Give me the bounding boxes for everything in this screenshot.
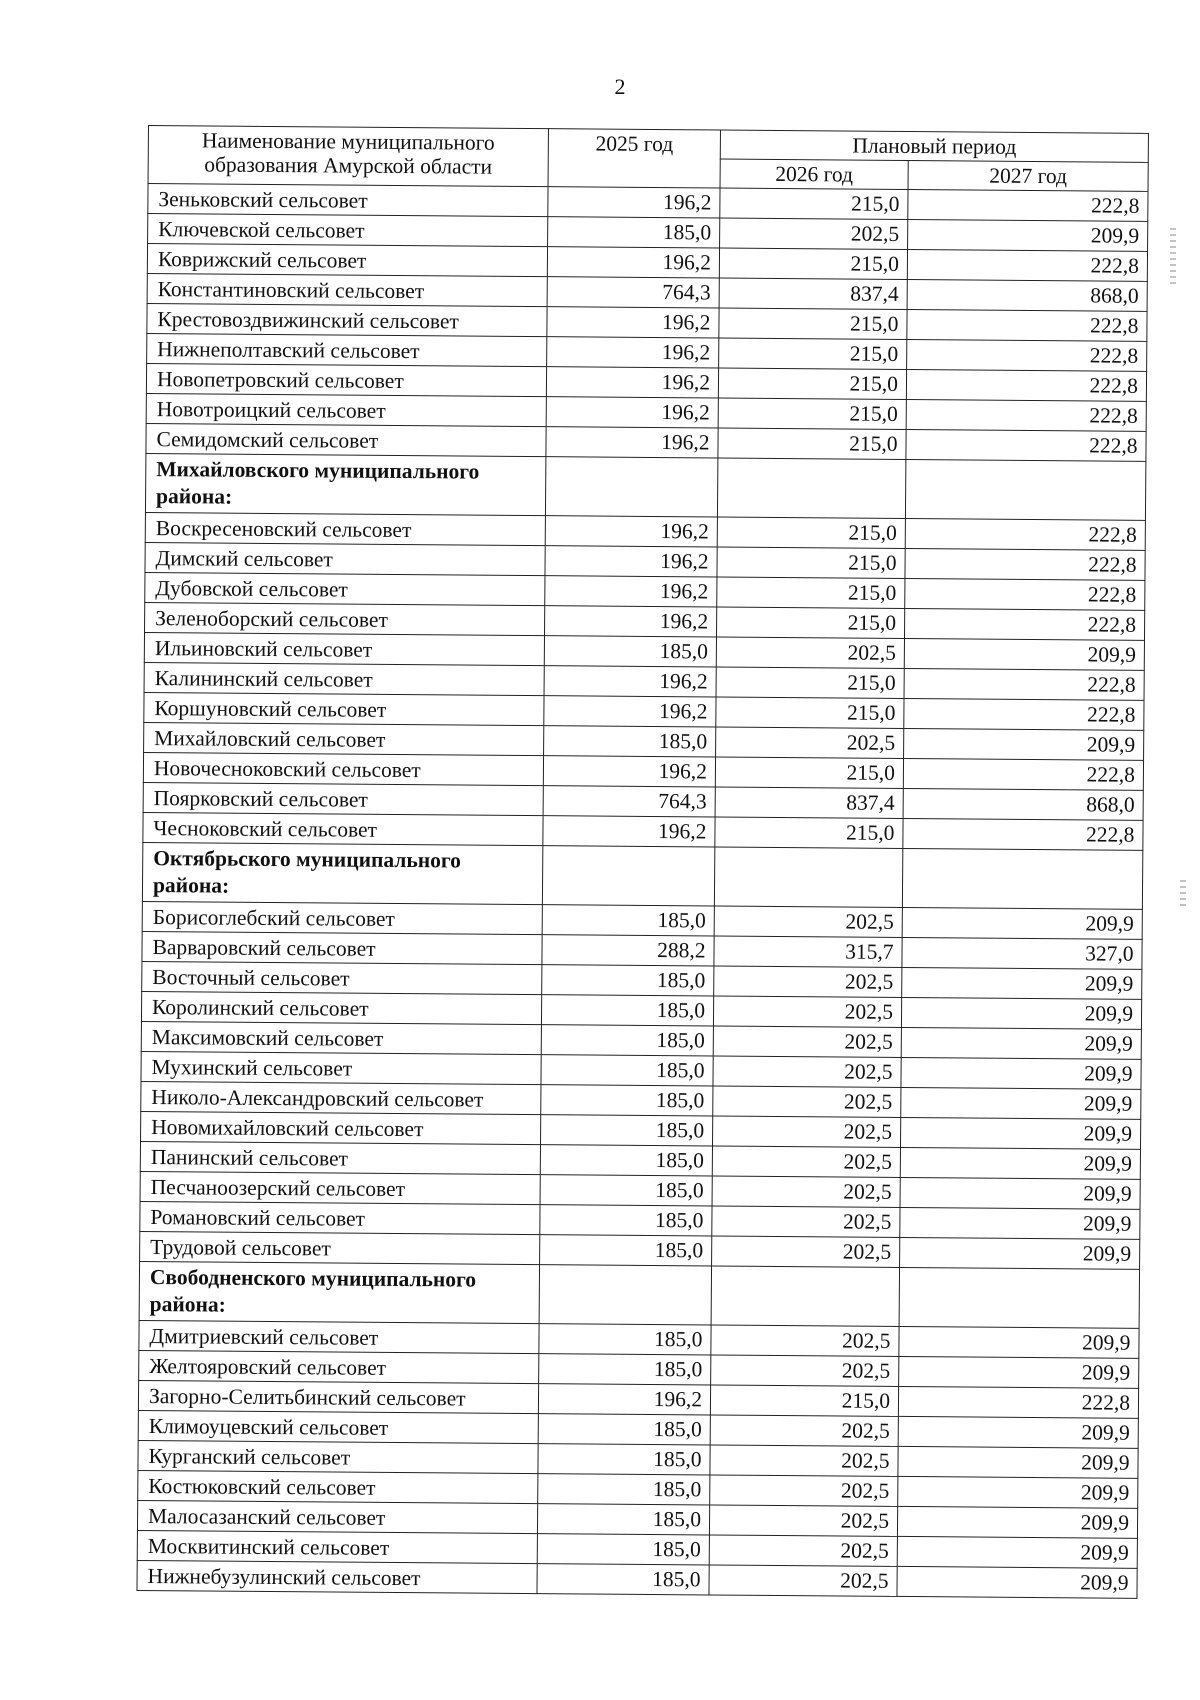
value-2027-cell: 209,9 — [902, 907, 1142, 939]
value-2027-cell: 209,9 — [904, 638, 1144, 670]
municipality-name-cell: Крестовоздвижинский сельсовет — [147, 303, 547, 336]
value-2027-cell: 222,8 — [903, 758, 1143, 790]
value-2025-cell: 196,2 — [545, 546, 717, 577]
municipality-name-cell: Дмитриевский сельсовет — [139, 1320, 539, 1353]
value-2026-cell: 215,0 — [720, 188, 908, 219]
value-2025-cell: 185,0 — [537, 1534, 709, 1565]
value-2026-cell: 215,0 — [717, 517, 905, 548]
municipality-name-cell: Чесноковский сельсовет — [143, 812, 543, 845]
value-2027-cell: 222,8 — [908, 189, 1148, 221]
value-2027-cell: 222,8 — [904, 608, 1144, 640]
value-2025-cell — [542, 846, 714, 906]
value-2027-cell: 209,9 — [897, 1536, 1137, 1568]
value-2025-cell: 185,0 — [537, 1504, 709, 1535]
value-2025-cell: 185,0 — [539, 1324, 711, 1355]
value-2026-cell — [714, 847, 902, 907]
value-2026-cell: 202,5 — [712, 1236, 900, 1267]
value-2027-cell: 222,8 — [906, 369, 1146, 401]
municipality-name-cell: Мухинский сельсовет — [141, 1051, 541, 1084]
value-2027-cell: 209,9 — [901, 997, 1141, 1029]
value-2027-cell: 222,8 — [907, 309, 1147, 341]
value-2026-cell: 202,5 — [712, 1116, 900, 1147]
value-2027-cell: 327,0 — [902, 937, 1142, 969]
value-2026-cell — [717, 458, 905, 518]
scan-artifact — [1170, 228, 1176, 288]
value-2026-cell: 202,5 — [712, 1146, 900, 1177]
value-2027-cell: 209,9 — [900, 1147, 1140, 1179]
municipality-name-cell: Михайловского муниципального района: — [145, 453, 545, 515]
value-2027-cell: 222,8 — [898, 1386, 1138, 1418]
value-2025-cell — [539, 1265, 711, 1325]
value-2026-cell: 202,5 — [710, 1415, 898, 1446]
header-planned-period: Плановый период — [720, 130, 1148, 162]
municipality-name-cell: Загорно-Селитьбинский сельсовет — [138, 1380, 538, 1413]
value-2027-cell: 222,8 — [906, 429, 1146, 461]
municipality-name-cell: Климоуцевский сельсовет — [138, 1410, 538, 1443]
municipality-name-cell: Восточный сельсовет — [142, 961, 542, 994]
value-2026-cell: 215,0 — [710, 1385, 898, 1416]
value-2027-cell: 222,8 — [903, 818, 1143, 850]
municipality-name-cell: Желтояровский сельсовет — [139, 1350, 539, 1383]
value-2027-cell — [902, 848, 1142, 909]
value-2025-cell: 764,3 — [543, 786, 715, 817]
municipality-name-cell: Михайловский сельсовет — [144, 722, 544, 755]
value-2027-cell: 209,9 — [900, 1117, 1140, 1149]
value-2026-cell: 837,4 — [719, 278, 907, 309]
municipality-name-cell: Дубовской сельсовет — [145, 572, 545, 605]
municipality-name-cell: Семидомский сельсовет — [146, 423, 546, 456]
value-2026-cell: 215,0 — [716, 607, 904, 638]
municipality-name-cell: Поярковский сельсовет — [143, 782, 543, 815]
value-2026-cell: 215,0 — [719, 248, 907, 279]
municipality-name-cell: Димский сельсовет — [145, 542, 545, 575]
value-2025-cell: 196,2 — [543, 756, 715, 787]
value-2027-cell: 868,0 — [903, 788, 1143, 820]
value-2026-cell: 202,5 — [714, 966, 902, 997]
value-2025-cell: 185,0 — [538, 1474, 710, 1505]
municipality-name-cell: Варваровский сельсовет — [142, 931, 542, 964]
municipality-name-cell: Нижнеполтавский сельсовет — [147, 333, 547, 366]
value-2026-cell: 202,5 — [710, 1445, 898, 1476]
value-2026-cell: 202,5 — [713, 996, 901, 1027]
scan-artifact — [1180, 880, 1186, 908]
value-2027-cell: 222,8 — [905, 518, 1145, 550]
page-number: 2 — [614, 74, 626, 99]
value-2025-cell: 196,2 — [538, 1384, 710, 1415]
value-2027-cell: 209,9 — [898, 1446, 1138, 1478]
value-2025-cell: 185,0 — [541, 1025, 713, 1056]
value-2025-cell: 196,2 — [546, 367, 718, 398]
value-2025-cell: 196,2 — [547, 337, 719, 368]
value-2025-cell: 196,2 — [545, 606, 717, 637]
value-2027-cell: 209,9 — [901, 1057, 1141, 1089]
value-2026-cell: 202,5 — [713, 1026, 901, 1057]
value-2025-cell: 196,2 — [548, 187, 720, 218]
value-2025-cell: 185,0 — [542, 905, 714, 936]
value-2025-cell: 185,0 — [542, 965, 714, 996]
value-2025-cell: 185,0 — [544, 636, 716, 667]
value-2027-cell: 222,8 — [904, 698, 1144, 730]
value-2027-cell: 209,9 — [899, 1356, 1139, 1388]
value-2027-cell: 222,8 — [907, 249, 1147, 281]
municipality-name-cell: Максимовский сельсовет — [141, 1021, 541, 1054]
value-2025-cell: 196,2 — [545, 516, 717, 547]
value-2027-cell: 209,9 — [901, 1087, 1141, 1119]
municipality-name-cell: Новопетровский сельсовет — [146, 363, 546, 396]
value-2026-cell: 202,5 — [716, 637, 904, 668]
value-2027-cell: 222,8 — [905, 548, 1145, 580]
value-2025-cell: 185,0 — [548, 217, 720, 248]
value-2025-cell: 185,0 — [540, 1145, 712, 1176]
value-2025-cell: 185,0 — [541, 995, 713, 1026]
value-2027-cell — [905, 459, 1145, 520]
value-2026-cell: 215,0 — [717, 547, 905, 578]
value-2026-cell: 202,5 — [714, 906, 902, 937]
value-2026-cell: 202,5 — [709, 1535, 897, 1566]
municipality-name-cell: Нижнебузулинский сельсовет — [137, 1560, 537, 1593]
value-2027-cell: 209,9 — [897, 1506, 1137, 1538]
value-2027-cell: 209,9 — [900, 1207, 1140, 1239]
value-2026-cell: 215,0 — [715, 757, 903, 788]
header-municipality-name: Наименование муниципального образования Амурской области — [148, 126, 548, 187]
municipality-name-cell: Королинский сельсовет — [141, 991, 541, 1024]
value-2025-cell: 185,0 — [540, 1175, 712, 1206]
value-2025-cell: 185,0 — [538, 1444, 710, 1475]
value-2026-cell: 202,5 — [713, 1086, 901, 1117]
value-2026-cell — [711, 1266, 899, 1326]
value-2026-cell: 837,4 — [715, 787, 903, 818]
value-2027-cell: 209,9 — [901, 1027, 1141, 1059]
header-year-2026: 2026 год — [720, 159, 908, 189]
municipality-name-cell: Новотроицкий сельсовет — [146, 393, 546, 426]
municipality-name-cell: Москвитинский сельсовет — [137, 1530, 537, 1563]
value-2027-cell: 209,9 — [900, 1237, 1140, 1269]
value-2026-cell: 202,5 — [720, 218, 908, 249]
value-2026-cell: 215,0 — [718, 398, 906, 429]
value-2026-cell: 202,5 — [710, 1475, 898, 1506]
value-2026-cell: 215,0 — [717, 577, 905, 608]
value-2026-cell: 202,5 — [712, 1206, 900, 1237]
municipality-name-cell: Ильиновский сельсовет — [144, 632, 544, 665]
value-2025-cell: 196,2 — [547, 247, 719, 278]
budget-table — [136, 125, 1148, 1599]
value-2025-cell: 185,0 — [540, 1235, 712, 1266]
value-2025-cell — [545, 457, 717, 517]
municipality-name-cell: Зеньковский сельсовет — [148, 184, 548, 217]
value-2025-cell: 196,2 — [547, 307, 719, 338]
table-body — [137, 184, 1148, 1599]
value-2027-cell: 209,9 — [902, 967, 1142, 999]
value-2026-cell: 215,0 — [715, 817, 903, 848]
value-2025-cell: 185,0 — [538, 1414, 710, 1445]
municipality-name-cell: Зеленоборский сельсовет — [145, 602, 545, 635]
value-2026-cell: 202,5 — [716, 727, 904, 758]
value-2027-cell: 209,9 — [900, 1177, 1140, 1209]
municipality-name-cell: Ключевской сельсовет — [148, 214, 548, 247]
value-2026-cell: 202,5 — [711, 1325, 899, 1356]
municipality-name-cell: Трудовой сельсовет — [140, 1231, 540, 1264]
value-2025-cell: 288,2 — [542, 935, 714, 966]
value-2025-cell: 196,2 — [544, 666, 716, 697]
value-2026-cell: 215,0 — [718, 428, 906, 459]
value-2027-cell: 209,9 — [908, 219, 1148, 251]
value-2027-cell: 222,8 — [907, 339, 1147, 371]
value-2025-cell: 196,2 — [543, 816, 715, 847]
value-2026-cell: 202,5 — [709, 1565, 897, 1596]
municipality-name-cell: Коврижский сельсовет — [147, 244, 547, 277]
municipality-name-cell: Воскресеновский сельсовет — [145, 512, 545, 545]
municipality-name-cell: Песчаноозерский сельсовет — [140, 1171, 540, 1204]
municipality-name-cell: Панинский сельсовет — [140, 1141, 540, 1174]
value-2027-cell: 209,9 — [897, 1566, 1137, 1598]
municipality-name-cell: Новомихайловский сельсовет — [141, 1111, 541, 1144]
value-2025-cell: 185,0 — [541, 1115, 713, 1146]
municipality-name-cell: Октябрьского муниципального района: — [142, 842, 542, 904]
value-2026-cell: 202,5 — [711, 1355, 899, 1386]
value-2025-cell: 196,2 — [544, 696, 716, 727]
municipality-name-cell: Малосазанский сельсовет — [137, 1500, 537, 1533]
value-2026-cell: 202,5 — [709, 1505, 897, 1536]
value-2026-cell: 202,5 — [713, 1056, 901, 1087]
municipality-name-cell: Новочесноковский сельсовет — [143, 752, 543, 785]
value-2025-cell: 196,2 — [546, 397, 718, 428]
value-2025-cell: 185,0 — [539, 1354, 711, 1385]
value-2025-cell: 185,0 — [537, 1564, 709, 1595]
value-2026-cell: 215,0 — [719, 338, 907, 369]
municipality-name-cell: Калининский сельсовет — [144, 662, 544, 695]
value-2027-cell: 222,8 — [905, 578, 1145, 610]
value-2025-cell: 196,2 — [546, 427, 718, 458]
municipality-name-cell: Борисоглебский сельсовет — [142, 901, 542, 934]
value-2027-cell — [899, 1267, 1139, 1328]
value-2026-cell: 215,0 — [719, 308, 907, 339]
municipality-name-cell: Николо-Александровский сельсовет — [141, 1081, 541, 1114]
municipality-name-cell: Свободненского муниципального района: — [139, 1261, 539, 1323]
value-2026-cell: 202,5 — [712, 1176, 900, 1207]
value-2025-cell: 185,0 — [540, 1205, 712, 1236]
municipality-name-cell: Коршуновский сельсовет — [144, 692, 544, 725]
value-2027-cell: 209,9 — [899, 1326, 1139, 1358]
value-2025-cell: 185,0 — [544, 726, 716, 757]
table-group-row — [142, 842, 1142, 909]
value-2025-cell: 764,3 — [547, 277, 719, 308]
value-2027-cell: 222,8 — [904, 668, 1144, 700]
municipality-name-cell: Костюковский сельсовет — [138, 1470, 538, 1503]
table-group-row — [139, 1261, 1139, 1328]
header-year-2025: 2025 год — [548, 129, 720, 188]
value-2027-cell: 222,8 — [906, 399, 1146, 431]
table-group-row — [145, 453, 1145, 520]
municipality-name-cell: Константиновский сельсовет — [147, 273, 547, 306]
value-2027-cell: 209,9 — [904, 728, 1144, 760]
value-2027-cell: 209,9 — [898, 1416, 1138, 1448]
value-2026-cell: 215,0 — [716, 667, 904, 698]
header-year-2027: 2027 год — [908, 160, 1148, 191]
municipality-name-cell: Романовский сельсовет — [140, 1201, 540, 1234]
value-2025-cell: 196,2 — [545, 576, 717, 607]
value-2025-cell: 185,0 — [541, 1055, 713, 1086]
value-2027-cell: 868,0 — [907, 279, 1147, 311]
municipality-name-cell: Курганский сельсовет — [138, 1440, 538, 1473]
value-2027-cell: 209,9 — [898, 1476, 1138, 1508]
table-header — [148, 126, 1148, 192]
value-2026-cell: 215,0 — [716, 697, 904, 728]
value-2026-cell: 315,7 — [714, 936, 902, 967]
value-2025-cell: 185,0 — [541, 1085, 713, 1116]
value-2026-cell: 215,0 — [718, 368, 906, 399]
